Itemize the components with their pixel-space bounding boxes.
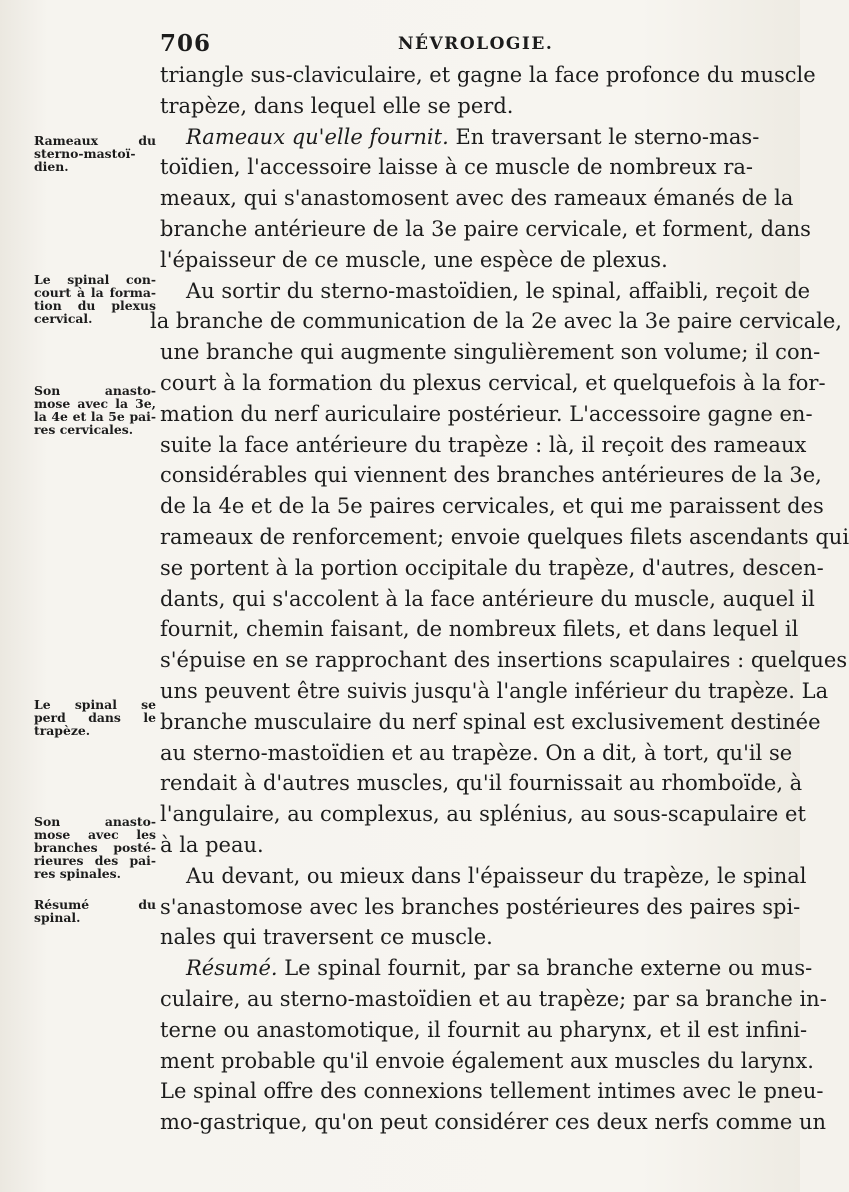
margin-note-rameaux bbox=[34, 134, 156, 173]
text-run: Le spinal fournit, par sa branche externe ou mus- bbox=[277, 956, 813, 981]
text-line: une branche qui augmente singulièrement son volume; il con- bbox=[160, 340, 821, 365]
note-line: Le spinal con- bbox=[34, 272, 156, 287]
text-line: Le spinal offre des connexions tellement intimes avec le pneu- bbox=[160, 1079, 824, 1104]
margin-note-trapeze bbox=[34, 698, 156, 737]
text-line: uns peuvent être suivis jusqu'à l'angle inférieur du trapèze. La bbox=[160, 678, 829, 703]
text-line: rendait à d'autres muscles, qu'il fournissait au rhomboïde, à bbox=[160, 771, 803, 796]
note-line: Rameaux du bbox=[34, 133, 156, 148]
text-line: se portent à la portion occipitale du trapèze, d'autres, descen- bbox=[160, 555, 824, 580]
note-line: dien. bbox=[34, 159, 69, 174]
note-line: res spinales. bbox=[34, 866, 121, 881]
text-line: de la 4e et de la 5e paires cervicales, et qui me paraissent des bbox=[160, 494, 824, 519]
text-line: au sterno-mastoïdien et au trapèze. On a dit, à tort, qu'il se bbox=[160, 740, 793, 765]
text-line: Au sortir du sterno-mastoïdien, le spinal, affaibli, reçoit de bbox=[186, 278, 811, 303]
note-line: tion du plexus bbox=[34, 298, 156, 313]
italic-heading-rameaux: Rameaux qu'elle fournit. bbox=[186, 124, 449, 149]
italic-heading-resume: Résumé. bbox=[186, 956, 278, 981]
text-line: la branche de communication de la 2e avec la 3e paire cervicale, bbox=[150, 309, 842, 334]
note-line: res cervicales. bbox=[34, 422, 134, 437]
text-line bbox=[160, 122, 760, 153]
running-head: NÉVROLOGIE. bbox=[398, 34, 554, 54]
text-line: fournit, chemin faisant, de nombreux filets, et dans lequel il bbox=[160, 617, 799, 642]
note-line: cervical. bbox=[34, 311, 93, 326]
text-line: branche musculaire du nerf spinal est exclusivement destinée bbox=[160, 709, 821, 734]
text-line: mo-gastrique, qu'on peut considérer ces deux nerfs comme un bbox=[160, 1110, 827, 1135]
text-line: l'épaisseur de ce muscle, une espèce de plexus. bbox=[160, 247, 668, 272]
text-line: l'angulaire, au complexus, au splénius, au sous-scapulaire et bbox=[160, 802, 806, 827]
text-line: mation du nerf auriculaire postérieur. L'accessoire gagne en- bbox=[160, 401, 813, 426]
page-number: 706 bbox=[160, 30, 212, 57]
margin-notes bbox=[0, 0, 160, 1192]
note-line: Son anasto- bbox=[34, 814, 156, 829]
note-line: sterno-mastoï- bbox=[34, 146, 136, 161]
margin-note-anastomose-cervicales bbox=[34, 384, 156, 436]
text-line: s'anastomose avec les branches postérieures des paires spi- bbox=[160, 894, 801, 919]
text-line: dants, qui s'accolent à la face antérieure du muscle, auquel il bbox=[160, 586, 815, 611]
body-text bbox=[150, 60, 849, 1138]
margin-note-anastomose-spinales bbox=[34, 815, 156, 880]
note-line: spinal. bbox=[34, 910, 81, 925]
note-line: Son anasto- bbox=[34, 383, 156, 398]
text-line: Au devant, ou mieux dans l'épaisseur du trapèze, le spinal bbox=[186, 863, 807, 888]
text-line: trapèze, dans lequel elle se perd. bbox=[160, 93, 514, 118]
text-line: toïdien, l'accessoire laisse à ce muscle de nombreux ra- bbox=[160, 155, 753, 180]
text-line: triangle sus-claviculaire, et gagne la face profonce du muscle bbox=[160, 63, 816, 87]
text-line: culaire, au sterno-mastoïdien et au trapèze; par sa branche in- bbox=[160, 986, 827, 1011]
note-line: court à la forma- bbox=[34, 285, 156, 300]
note-line: branches posté- bbox=[34, 840, 156, 855]
note-line: trapèze. bbox=[34, 723, 91, 738]
note-line: mose avec la 3e, bbox=[34, 396, 156, 411]
text-line: ment probable qu'il envoie également aux muscles du larynx. bbox=[160, 1048, 814, 1073]
text-line: considérables qui viennent des branches antérieures de la 3e, bbox=[160, 463, 822, 488]
text-line bbox=[160, 953, 813, 984]
note-line: la 4e et la 5e pai- bbox=[34, 409, 156, 424]
note-line: Résumé du bbox=[34, 897, 156, 912]
margin-note-plexus bbox=[34, 273, 156, 325]
note-line: Le spinal se bbox=[34, 697, 156, 712]
text-line: à la peau. bbox=[160, 832, 264, 857]
text-line: suite la face antérieure du trapèze : là, il reçoit des rameaux bbox=[160, 432, 807, 457]
text-line: terne ou anastomotique, il fournit au pharynx, et il est infini- bbox=[160, 1017, 808, 1042]
text-line: branche antérieure de la 3e paire cervicale, et forment, dans bbox=[160, 216, 811, 241]
text-line: court à la formation du plexus cervical, et quelquefois à la for- bbox=[160, 370, 826, 395]
text-line: s'épuise en se rapprochant des insertions scapulaires : quelques bbox=[160, 648, 848, 673]
note-line: rieures des pai- bbox=[34, 853, 156, 868]
text-line: rameaux de renforcement; envoie quelques filets ascendants qui bbox=[160, 524, 849, 549]
text-run: En traversant le sterno-mas- bbox=[448, 124, 760, 149]
note-line: mose avec les bbox=[34, 827, 156, 842]
text-line: nales qui traversent ce muscle. bbox=[160, 925, 493, 950]
note-line: perd dans le bbox=[34, 710, 156, 725]
margin-note-resume bbox=[34, 898, 156, 924]
text-line: meaux, qui s'anastomosent avec des rameaux émanés de la bbox=[160, 186, 794, 211]
